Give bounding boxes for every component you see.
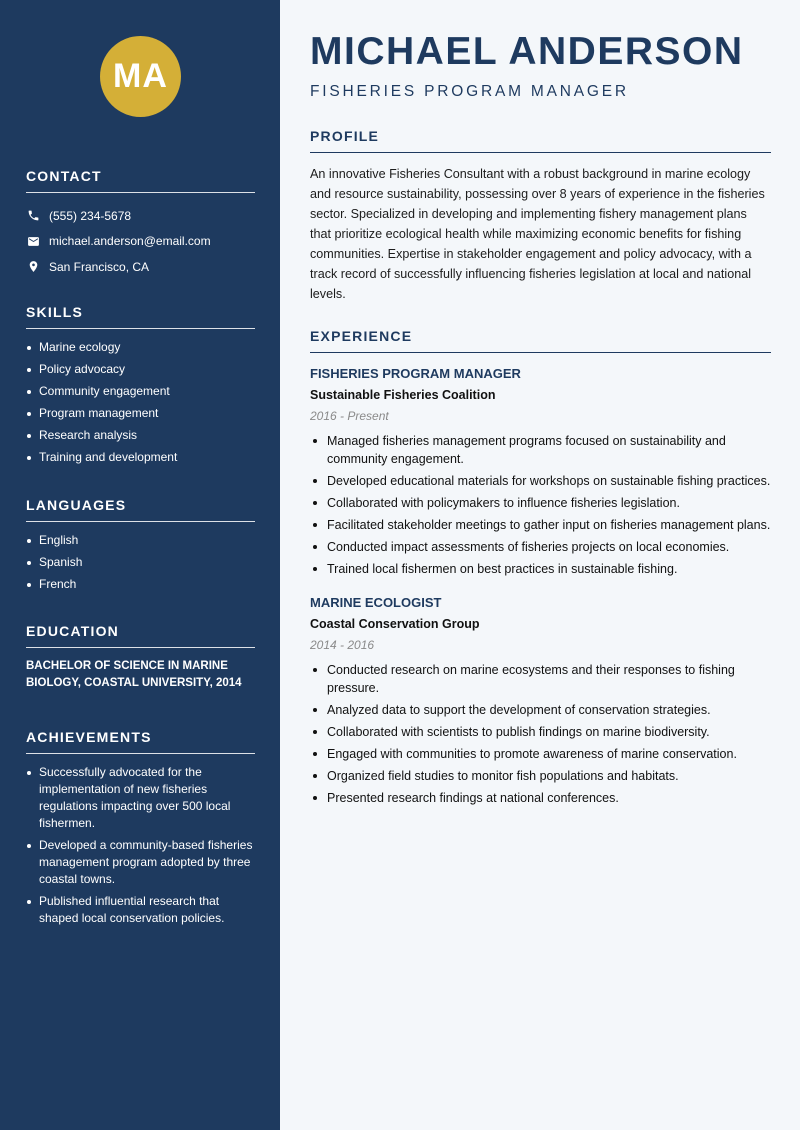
languages-section [26, 497, 255, 598]
list-item: Spanish [26, 554, 255, 571]
list-item: French [26, 576, 255, 593]
job-company: Sustainable Fisheries Coalition [310, 388, 496, 402]
list-item: Marine ecology [26, 339, 255, 356]
contact-heading: CONTACT [26, 168, 255, 193]
list-item: Conducted research on marine ecosystems and their responses to fishing pressure. [310, 661, 771, 697]
list-item: Engaged with communities to promote awareness of marine conservation. [310, 745, 771, 763]
achievements-heading: ACHIEVEMENTS [26, 729, 255, 754]
contact-email [26, 229, 255, 255]
list-item: Developed educational materials for workshops on sustainable fishing practices. [310, 472, 771, 490]
avatar [100, 36, 181, 117]
education-degree: BACHELOR OF SCIENCE IN MARINE BIOLOGY, COASTAL UNIVERSITY, 2014 [26, 660, 242, 689]
phone-icon [26, 209, 40, 223]
list-item: Policy advocacy [26, 361, 255, 378]
list-item: Community engagement [26, 383, 255, 400]
education-heading: EDUCATION [26, 623, 255, 648]
list-item: Collaborated with policymakers to influence fisheries legislation. [310, 494, 771, 512]
list-item: Managed fisheries management programs focused on sustainability and community engagement. [310, 432, 771, 468]
list-item: Organized field studies to monitor fish populations and habitats. [310, 767, 771, 785]
contact-location-text: San Francisco, CA [49, 259, 150, 274]
job-role: FISHERIES PROGRAM MANAGER [310, 366, 521, 381]
job-role: MARINE ECOLOGIST [310, 595, 442, 610]
contact-phone [26, 203, 255, 229]
list-item: Program management [26, 405, 255, 422]
list-item: Collaborated with scientists to publish findings on marine biodiversity. [310, 723, 771, 741]
contact-phone-text: (555) 234-5678 [49, 208, 132, 223]
list-item: Research analysis [26, 427, 255, 444]
email-icon [26, 234, 40, 248]
profile-text: An innovative Fisheries Consultant with a robust background in marine ecology and resource sustainability, possessing over 8 years of experience in the fisheries sector. Specialized in developing and implementing fishery management plans that prioritize ecological health while maximizing economic benefits for fishing communities. Expertise in stakeholder engagement and policy advocacy, with a track record of successfully influencing fisheries legislation at local and national levels. [310, 167, 765, 301]
achievements-list [26, 764, 255, 927]
job-dates: 2016 - Present [310, 409, 389, 423]
contact-section [26, 168, 255, 280]
job-bullets [310, 661, 771, 807]
job-dates: 2014 - 2016 [310, 638, 375, 652]
contact-email-text: michael.anderson@email.com [49, 234, 211, 249]
languages-heading: LANGUAGES [26, 497, 255, 522]
skills-heading: SKILLS [26, 304, 255, 329]
sidebar [0, 0, 280, 1130]
skills-list [26, 339, 255, 466]
experience-heading: EXPERIENCE [310, 328, 771, 353]
avatar-initials: MA [113, 57, 168, 95]
page-title: MICHAEL ANDERSON [310, 30, 744, 73]
languages-list [26, 532, 255, 593]
job-title: FISHERIES PROGRAM MANAGER [310, 83, 629, 100]
job-bullets [310, 432, 771, 578]
list-item: Training and development [26, 449, 255, 466]
contact-location [26, 254, 255, 280]
education-section [26, 623, 255, 692]
list-item: English [26, 532, 255, 549]
list-item: Conducted impact assessments of fisheries projects on local economies. [310, 538, 771, 556]
profile-section [310, 128, 771, 304]
job-entry [310, 594, 771, 807]
list-item: Presented research findings at national conferences. [310, 789, 771, 807]
job-company: Coastal Conservation Group [310, 617, 480, 631]
list-item: Analyzed data to support the development of conservation strategies. [310, 701, 771, 719]
main-content [280, 0, 800, 1130]
experience-section [310, 328, 771, 811]
list-item: Trained local fishermen on best practices in sustainable fishing. [310, 560, 771, 578]
location-icon [26, 260, 40, 274]
list-item: Published influential research that shaped local conservation policies. [26, 893, 255, 927]
list-item: Developed a community-based fisheries management program adopted by three coastal towns. [26, 837, 255, 888]
achievements-section [26, 729, 255, 932]
profile-heading: PROFILE [310, 128, 771, 153]
job-entry [310, 365, 771, 578]
skills-section [26, 304, 255, 471]
list-item: Facilitated stakeholder meetings to gather input on fisheries management plans. [310, 516, 771, 534]
list-item: Successfully advocated for the implementation of new fisheries regulations impacting over 500 local fishermen. [26, 764, 255, 832]
contact-list [26, 203, 255, 280]
